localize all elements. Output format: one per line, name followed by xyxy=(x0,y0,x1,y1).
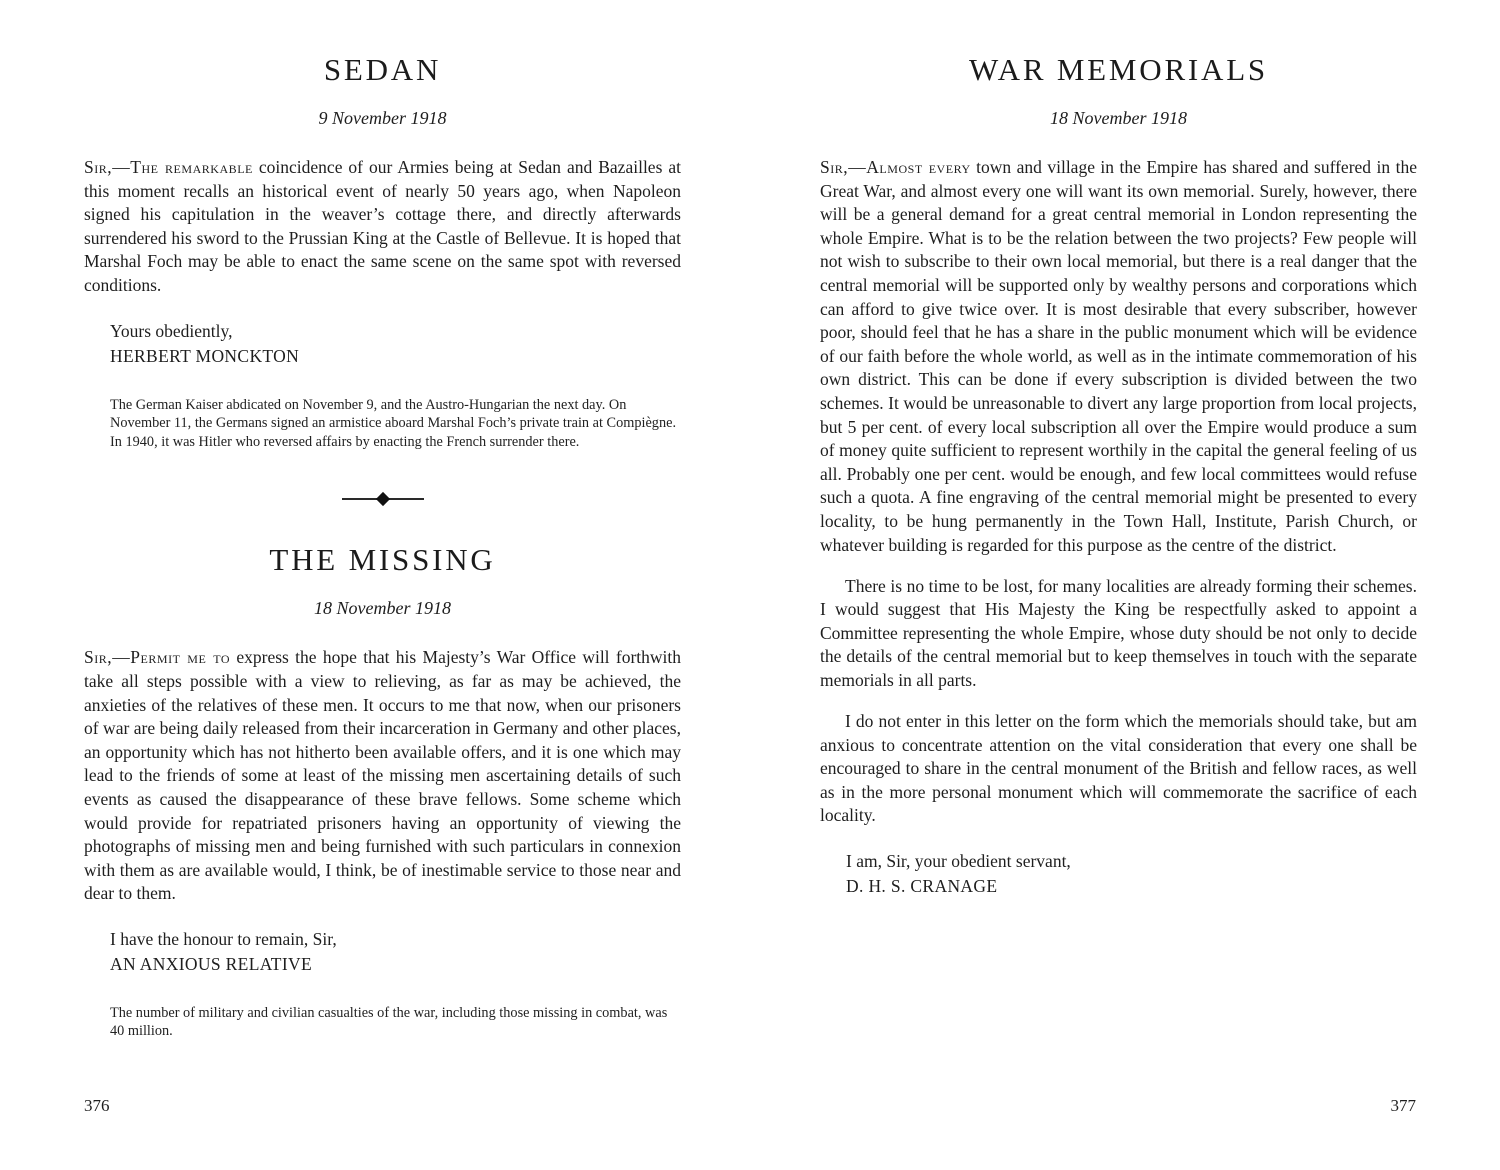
section-title-war-memorials: WAR MEMORIALS xyxy=(969,52,1268,87)
section-divider xyxy=(84,494,681,504)
letter-body-war-memorials-p1 xyxy=(820,156,1417,557)
section-title-sedan: SEDAN xyxy=(323,52,442,87)
page-left xyxy=(84,0,681,1041)
letter-opener-the-missing: Sir,—Permit me to xyxy=(84,647,231,668)
page-right xyxy=(820,0,1417,899)
letter-body-war-memorials-p3: I do not enter in this letter on the form which the memorials should take, but am anxious to concentrate attention on the vital consideration that every one shall be encouraged to share in the central monument of the British and fellow races, as well as in the more personal monument which will commemorate the sacrifice of each locality. xyxy=(820,711,1417,826)
letter-body-war-memorials-p2: There is no time to be lost, for many localities are already forming their schemes. I would suggest that His Majesty the King be respectfully asked to appoint a Committee representing the whole Empire, whose duty should be not only to decide the details of the central memorial but to keep themselves in touch with the separate memorials in all parts. xyxy=(820,575,1417,690)
diamond-ornament-icon xyxy=(375,492,389,506)
letter-text-the-missing: express the hope that his Majesty’s War Office will forthwith take all steps possible with a view to relieving, as far as may be achieved, the anxieties of the relatives of these men. It occurs to me that now, when our prisoners of war are being daily released from their incarceration in Germany and other places, an opportunity which has not hitherto been available offers, and it is one which may lead to the friends of some at least of the missing men ascertaining details of such events as caused the disappearance of these brave fellows. Some scheme which would provide for repatriated prisoners having an opportunity of viewing the photographs of missing men and being furnished with such particulars in connexion with them as are available would, I think, be of inestimable service to those near and dear to them. xyxy=(84,647,682,904)
letter-text-sedan: coincidence of our Armies being at Sedan and Bazailles at this moment recalls an historical event of nearly 50 years ago, when Napoleon signed his capitulation in the weaver’s cottage there, and directly afterwards surrendered his sword to the Prussian King at the Castle of Bellevue. It is hoped that Marshal Foch may be able to enact the same scene on the same spot with reversed conditions. xyxy=(84,157,681,295)
letter-closing-the-missing xyxy=(84,927,681,977)
divider-rule-left xyxy=(342,498,379,500)
section-date-sedan: 9 November 1918 xyxy=(318,108,447,128)
section-date-war-memorials: 18 November 1918 xyxy=(1050,108,1187,128)
page-number-right: 377 xyxy=(1390,1096,1416,1115)
letter-opener-war-memorials: Sir,—Almost every xyxy=(820,157,971,177)
closing-line: Yours obediently, xyxy=(110,320,233,341)
divider-rule-right xyxy=(387,498,424,500)
signature: AN ANXIOUS RELATIVE xyxy=(110,953,313,974)
section-date-the-missing: 18 November 1918 xyxy=(314,598,451,619)
closing-line: I am, Sir, your obedient servant, xyxy=(846,851,1071,872)
section-title-the-missing: THE MISSING xyxy=(269,542,496,578)
editor-note-the-missing: The number of military and civilian casualties of the war, including those missing in combat, was 40 million. xyxy=(110,1004,668,1040)
letter-closing-sedan xyxy=(84,319,681,369)
letter-body-the-missing xyxy=(84,646,681,906)
page-number-left: 376 xyxy=(84,1096,110,1115)
letter-body-sedan xyxy=(84,156,681,298)
letter-opener-sedan: Sir,—The remarkable xyxy=(84,157,253,177)
closing-line: I have the honour to remain, Sir, xyxy=(110,928,337,949)
signature: D. H. S. CRANAGE xyxy=(846,876,998,897)
editor-note-sedan: The German Kaiser abdicated on November 9, and the Austro-Hungarian the next day. On November 11, the Germans signed an armistice aboard Marshal Foch’s private train at Compiègne. In 1940, it was Hitler who reversed affairs by enacting the French surrender there. xyxy=(110,396,677,450)
letter-closing-war-memorials xyxy=(820,849,1417,899)
letter-text-war-memorials: town and village in the Empire has shared and suffered in the Great War, and almost every one will want its own memorial. Surely, however, there will be a general demand for a great central memorial in London representing the whole Empire. What is to be the relation between the two projects? Few people will not wish to subscribe to their own local memorial, but there is a real danger that the central memorial will be supported only by wealthy persons and corporations which can afford to give twice over. It is most desirable that every subscriber, however poor, should feel that he has a share in the public monument which will be evidence of our faith before the whole world, as well as in the intimate commemoration of his own district. This can be done if every subscription is divided between the two schemes. It would be unreasonable to divert any large proportion from local projects, but 5 per cent. of every local subscription all over the Empire would produce a sum of money quite sufficient to represent worthily in the capital the general feeling of us all. Probably one per cent. would be enough, and few local committees would refuse such a quota. A fine engraving of the central memorial might be presented to every locality, to be hung permanently in the Town Hall, Institute, Parish Church, or whatever building is regarded for this purpose as the centre of the district. xyxy=(820,157,1417,555)
signature: HERBERT MONCKTON xyxy=(110,345,300,366)
